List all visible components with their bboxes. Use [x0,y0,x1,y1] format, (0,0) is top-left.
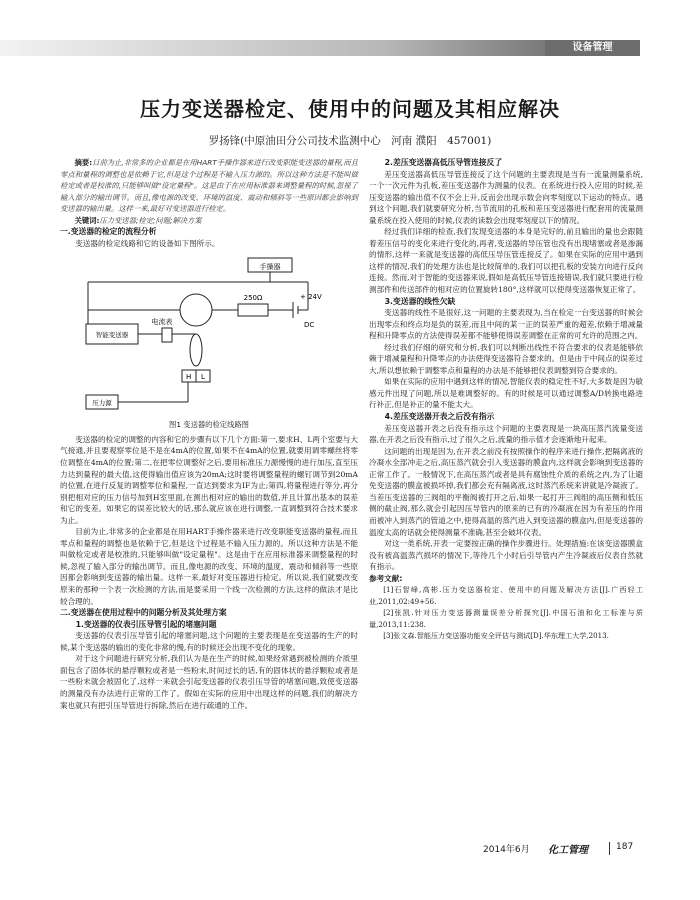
label-hand-operator: 手操器 [259,263,281,272]
section-2-3-para-2: 经过我们仔细的研究和分析,我们可以判断出线性不符合要求的仪表是能够依赖于增减量程和升降零点的办法使得变送器符合要求的。但是由于中间点的误差过大,所以想依赖于调整零点和量程的办法是不能够把仪表调整到符合要求的。 [369,342,643,375]
keywords [60,215,358,227]
label-l: L [201,373,205,382]
section-2-1-heading: 1.变送器的仪表引压导管引起的堵塞问题 [75,619,217,629]
page-number: 187 [616,842,634,852]
abstract [60,157,358,215]
label-h: H [186,373,192,382]
section-2-4-para-2: 这问题的出现是因为,在开表之前没有按照操作的程序来进行操作,把隔离液的冷凝水全部冲走之后,高压蒸汽就会引入变送器的膜盒内,这样就会影响到变送器的正常工作了。一般情况下,在高压蒸汽或者是具有腐蚀性介质的系统之内,为了让避免变送器的膜盒被损坏掉,我们都会充有隔离液,这时蒸汽系统来讲就是冷凝液了。当差压变送器的三阀组的平衡阀被打开之后,如果一起打开三阀组的高压侧和低压侧的截止阀,那么就会引起因压导管内的原来的已有的冷凝液在因为有差压的作用而被冲入到蒸汽的管道之中,使得高温的蒸汽进入到变送器的膜盒内,但是变送器的温度太高的话就会使得测量不准确,甚至会破坏仪表。 [369,446,643,537]
figure-caption: 图1 变送器的检定线路图 [169,420,249,430]
section-2-heading: 二.变送器在使用过程中的问题分析及其处理方案 [60,608,227,618]
section-1-heading: 一.变送器的检定的流程分析 [60,227,157,237]
circuit-diagram [78,252,328,417]
circuit-figure [78,252,328,417]
section-2-3-para-1: 变送器的线性不是很好,这一问题的主要表现为,当在检定一台变送器的时候会出现零点和终点均是负的误差,而且中间的某一正的误差严重的超差,依赖于增减量程和升降零点的方法使得误差都不能够使得误差调整在正常的可允许的范围之内。 [369,308,643,341]
abstract-text: 目前为止,非常多的企业都是在用HART手操作器来进行改变职能变送器的量程,而且零点和量程的调整也是依赖于它,但是这个过程是不输入压力源的。所以这种方法是不能叫做检定或者是校准的,只能够叫做"设定量程"。这是由于在应用标准器来调整量程的时候,忽视了输入部分的输出调节。而且,像电源的改变、环境的温度、震动和倾斜等一些原因都会影响到变送器的输出量。这样一来,最好对变送器进行检定。 [60,158,358,214]
section-2-4-para-3: 对这一类系统,开表一定要按正确的操作步骤进行。处理措施:在该变送器膜盒没有被高温蒸汽损坏的情况下,等待几个小时后引导管内产生冷凝液后仪表自然就有指示。 [369,539,643,572]
keywords-text: 压力变送器;检定;问题;解决方案 [99,215,202,225]
section-banner [0,40,700,56]
label-ammeter: 电流表 [151,318,173,327]
abstract-label: 摘要: [74,158,93,167]
article-title: 压力变送器检定、使用中的问题及其相应解决 [140,97,560,121]
author-line: 罗扬锋(中原油田分公司技术监测中心 河南 濮阳 457001) [208,135,492,147]
left-column [60,157,358,711]
label-power: + 24V [300,293,322,302]
label-resistor: 250Ω [243,294,263,303]
references-heading: 参考文献: [369,573,403,583]
reference-item: [2]张凯.针对压力变送器测量误差分析探究[J].中国石油和化工标准与质量,2013,11:238. [369,608,643,629]
section-2-2-heading: 2.差压变送器高低压导管连接反了 [384,158,503,167]
footer-divider [609,842,610,855]
section-2-3-para-3: 如果在实际的应用中遇到这样的情况,智能仪表的稳定性不好,大多数是因为敏感元件出现了问题,所以是难调整好的。有的时候是可以通过调整A/D转换电路进行补正,但是补正的量不能太大。 [369,377,643,410]
section-2-4-heading: 4.差压变送器开表之后没有指示 [384,412,495,422]
section-2-1-para-2: 对于这个问题进行研究分析,我们认为是在生产的时候,如果经常遇到被检测的介质里面包含了固体状的悬浮颗粒或者是一些粉末,时间过长的话,有的固体状的悬浮颗粒或者是一些粉末就会被固化了,这样一来就会引起变送器的仪表引压导管的堵塞问题,致使变送器的测量没有办法进行正常的工作了。假如在实际的应用中出现这样的问题,我们的解决方案也就只有把引压导管进行拆除,然后在进行疏通的工作。 [60,654,358,710]
section-2-2-para-2: 经过我们详细的检查,我们发现变送器的本身是完好的,前且输出的量也会跟随着差压信号的变化来进行变化的,再者,变送器的导压管也没有出现堵塞或者是渗漏的情形,这样一来就是变送器的高低压导压管连接反了。如果在实际的应用中遇到这样的情况,我们的处理方法也是比较简单的,我们可以把孔板的安装方向进行反向连接。然而,对于智能的变送器来说,假如是高低压导管连接错误,我们就只要进行检测部件和传送部件的相对应的位置旋转180°,这样就可以使得变送器恢复正常了。 [369,227,643,295]
banner-stripe [0,40,545,56]
page-footer [0,842,700,858]
section-2-4-para-1: 差压变送器开表之后没有指示这个问题的主要表现是一块高压蒸汽流量变送器,在开表之后没有指示,过了很久之后,流量的指示值才会逐渐地升起来。 [369,423,643,445]
right-column [369,157,643,642]
keywords-label: 关键词: [74,215,100,225]
section-2-2-para-1: 差压变送器高低压导管连接反了这个问题的主要表现是当有一流量测量系统,一个一次元件为孔板,差压变送器作为测量的仪表。在系统进行投入应用的时候,差压变送器的输出值不仅不会上升,反而会出现示数会向零刻度以下运动的特点。遇到这个问题,我们就要研究分析,当节流用的孔板和差压变送器进行配套用的流量测量系统在投入使用的时候,仪表的读数会出现零刻度以下的情况。 [369,169,643,225]
label-smart-transmitter: 智能变送器 [95,331,129,340]
reference-item: [1]石智峰,高彬.压力变送器检定、使用中的问题及解决方法[J].广西轻工业,2011,02:49+56. [369,585,643,606]
label-pressure-source: 压力源 [92,399,112,408]
section-1-intro: 变送器的检定线路和它的设备如下图所示。 [75,238,220,248]
magazine-name: 化工管理 [548,845,588,856]
reference-item: [3]张文森.智能压力变送器功能安全评估与测试[D].华东理工大学,2013. [383,631,609,641]
footer-date: 2014年6月 [483,845,530,855]
ammeter-symbol [180,294,212,326]
label-dc: DC [304,321,315,330]
section-1-para-3: 目前为止,非常多的企业都是在用HART手操作器来进行改变职能变送器的量程,而且零点和量程的调整也是依赖于它,但是这个过程是不输入压力源的。所以这种方法是不能叫做检定或者是校准的,只能够叫做"设定量程"。这是由于在应用标准器来调整量程的时候,忽视了输入部分的输出调节。而且,像电源的改变、环境的温度、震动和倾斜等一些原因都会影响到变送器的输出量。这样一来,最好对变压器进行检定。所以说,我们就要改变原来的那种一个表一次检测的方法,而是要采用一个线一次检测的方法,这样的做法才是比较合理的。 [60,527,358,606]
section-tag: 设备管理 [545,40,640,56]
section-2-3-heading: 3.变送器的线性欠缺 [384,296,456,306]
section-2-1-para-1: 变送器的仪表引压导管引起的堵塞问题,这个问题的主要表现是在变送器的生产的时候,某个变送器的输出的变化非常的慢,有的时候还会出现不变化的现象。 [60,631,358,652]
section-1-para-2: 变送器的检定的调整的内容和它的步骤有以下几个方面:第一,要求H、L两个室要与大气接通,并且要观察零位是不是在4mA的位置,如果不在4mA的位置,就要用调零螺丝将零位调整在4mA的位置;第二,在把零位调整好之后,要用标准压力源慢慢的进行加压,直至压力达到量程的最大值,这使得输出值应该为20mA;这时要将调整量程的螺钉调节到20mA的位置,在进行反复的调整零位和量程,一直达到要求为IF为止;第四,将量程进行等分,再分别把相对应的压力信号加到H室里面,在测出相对应的输出的数值,并且计算出基本的误差和它的变差。如果它的误差比较大的话,那么就应该在进行调整,一直调整到符合技术要求为止。 [60,434,358,525]
resistor-symbol [238,304,268,316]
